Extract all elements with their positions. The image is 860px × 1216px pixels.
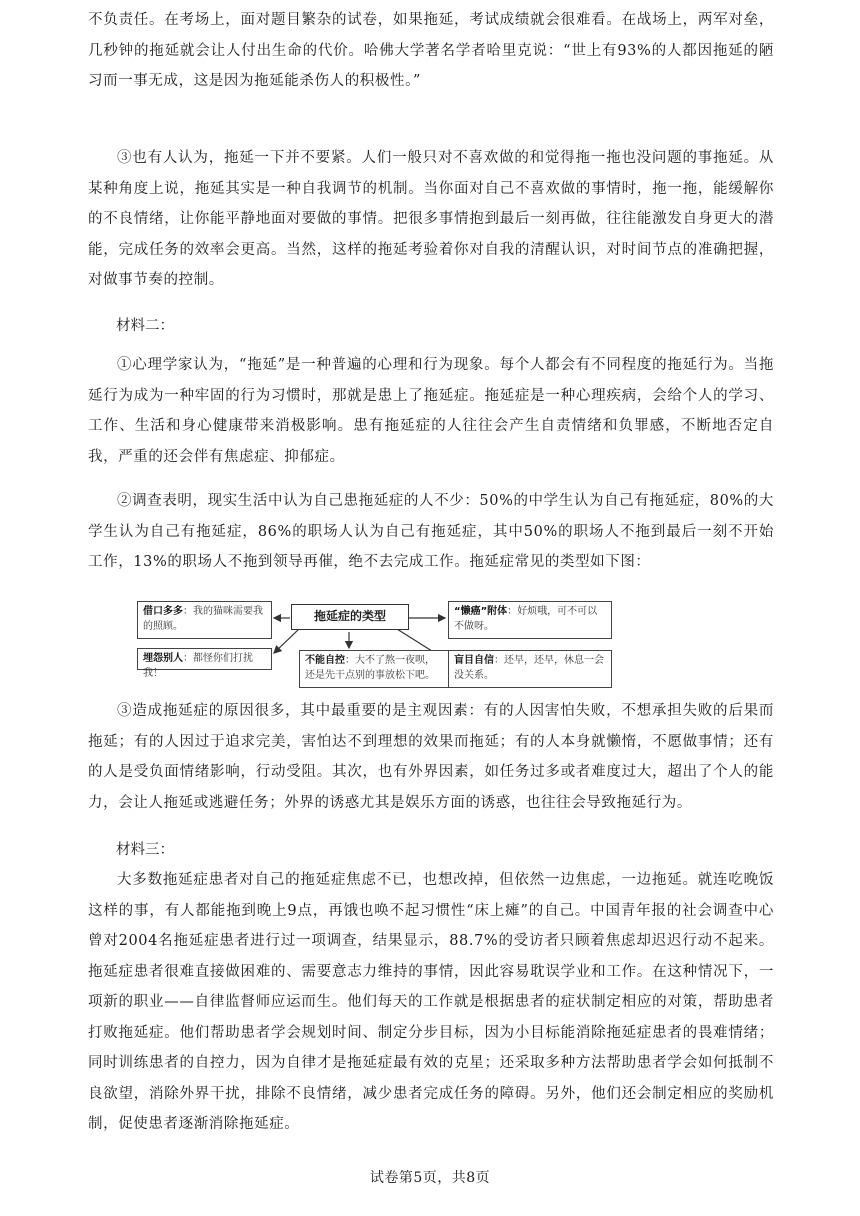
box-text: ：都怪你们打扰我！ — [143, 653, 253, 679]
paragraph-material1-3: ③也有人认为，拖延一下并不要紧。人们一般只对不喜欢做的和觉得拖一拖也没问题的事拖延。从某种角度上说，拖延其实是一种自我调节的机制。当你面对自己不喜欢做的事情时，拖一拖，能缓解你的不良情绪，让你能平静地面对要做的事情。把很多事情抱到最后一刻再做，往往能激发自身更大的潜能，完成任务的效率会更高。当然，这样的拖延考验着你对自我的清醒认识，对时间节点的准确把握，对做事节奏的控制。 — [88, 150, 774, 288]
material2-label: 材料二： — [116, 318, 174, 334]
box-title: 借口多多 — [143, 606, 183, 617]
diagram-box-blame — [137, 648, 272, 679]
box-title: 不能自控 — [305, 655, 345, 666]
diagram-box-excuses — [137, 601, 272, 639]
box-text: ：好烦哦，可不可以不做呀。 — [454, 606, 598, 632]
box-title: “懒癌”附体 — [454, 606, 508, 617]
box-text: ：还早，还早，休息一会没关系。 — [454, 655, 604, 681]
diagram-box-no-self-control — [299, 650, 449, 688]
diagram-box-blind-confidence — [448, 650, 612, 688]
box-text: ：大不了熬一夜呗，还是先干点别的事放松下吧。 — [305, 655, 435, 681]
diagram-box-laziness — [448, 601, 612, 639]
page-footer: 试卷第5页，共8页 — [369, 1170, 491, 1186]
diagram-center-box: 拖延症的类型 — [291, 604, 409, 630]
material3-label: 材料三： — [116, 842, 174, 858]
procrastination-types-diagram — [137, 598, 613, 694]
paragraph-material2-2: ②调查表明，现实生活中认为自己患拖延症的人不少：50%的中学生认为自己有拖延症，80%的大学生认为自己有拖延症，86%的职场人认为自己有拖延症，其中50%的职场人不拖到最后一刻不开始工作，13%的职场人不拖到领导再催，绝不去完成工作。拖延症常见的类型如下图： — [88, 493, 774, 570]
box-title: 盲目自信 — [454, 655, 494, 666]
paragraph-material3: 大多数拖延症患者对自己的拖延症焦虑不已，也想改掉，但依然一边焦虑，一边拖延。就连吃晚饭这样的事，有人都能拖到晚上9点，再饿也唤不起习惯性“床上瘫”的自己。中国青年报的社会调查中心曾对2004名拖延症患者进行过一项调查，结果显示，88.7%的受访者只顾着焦虑却迟迟行动不起来。拖延症患者很难直接做困难的、需要意志力维持的事情，因此容易耽误学业和工作。在这种情况下，一项新的职业——自律监督师应运而生。他们每天的工作就是根据患者的症状制定相应的对策，帮助患者打败拖延症。他们帮助患者学会规划时间、制定分步目标，因为小目标能消除拖延症患者的畏难情绪；同时训练患者的自控力，因为自律才是拖延症最有效的克星；还采取多种方法帮助患者学会如何抵制不良欲望，消除外界干扰，排除不良情绪，减少患者完成任务的障碍。另外，他们还会制定相应的奖励机制，促使患者逐渐消除拖延症。 — [88, 872, 774, 1132]
paragraph-material2-3: ③造成拖延症的原因很多，其中最重要的是主观因素：有的人因害怕失败，不想承担失败的后果而拖延；有的人因过于追求完美，害怕达不到理想的效果而拖延；有的人本身就懒惰，不愿做事情；还有的人是受负面情绪影响，行动受阻。其次，也有外界因素，如任务过多或者难度过大，超出了个人的能力，会让人拖延或逃避任务；外界的诱惑尤其是娱乐方面的诱惑，也往往会导致拖延行为。 — [88, 703, 774, 811]
box-text: ：我的猫咪需要我的照顾。 — [143, 606, 263, 632]
box-title: 埋怨别人 — [143, 653, 183, 664]
paragraph-material2-1: ①心理学家认为，“拖延”是一种普遍的心理和行为现象。每个人都会有不同程度的拖延行为。当拖延行为成为一种牢固的行为习惯时，那就是患上了拖延症。拖延症是一种心理疾病，会给个人的学习、工作、生活和身心健康带来消极影响。患有拖延症的人往往会产生自责情绪和负罪感，不断地否定自我，严重的还会伴有焦虑症、抑郁症。 — [88, 357, 774, 465]
paragraph-material1-end: 不负责任。在考场上，面对题目繁杂的试卷，如果拖延，考试成绩就会很难看。在战场上，两军对垒，几秒钟的拖延就会让人付出生命的代价。哈佛大学著名学者哈里克说：“世上有93%的人都因拖延的陋习而一事无成，这是因为拖延能杀伤人的积极性。” — [88, 12, 774, 89]
